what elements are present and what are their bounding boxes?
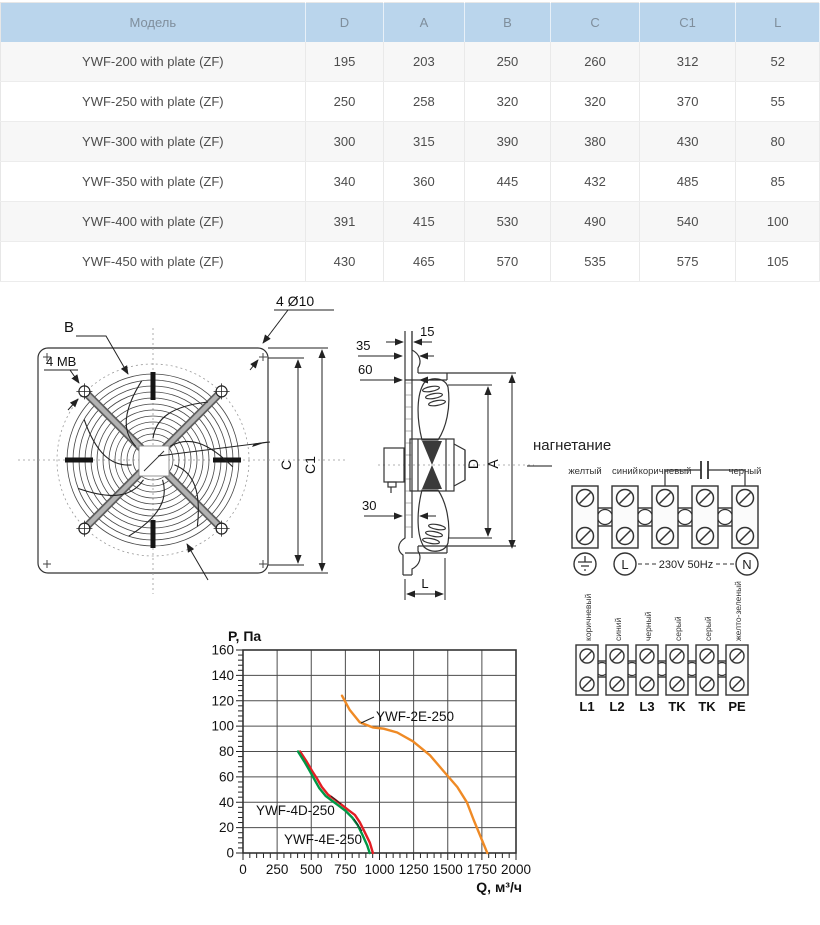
cell-model: YWF-250 with plate (ZF) [1,82,306,122]
table-row [1,122,820,162]
cell-l: 105 [736,242,820,282]
table-row [1,162,820,202]
phase-l-symbol [614,553,636,575]
col-header-c: C [551,3,639,43]
svg-text:1000: 1000 [364,862,395,877]
svg-text:C: C [278,459,294,471]
cell-d: 195 [305,42,384,82]
svg-text:L: L [421,576,429,591]
svg-text:100: 100 [211,718,234,734]
curve-label-ywf-4e-250: YWF-4E-250 [284,832,363,847]
wire-label-yellow: желтый [568,466,602,477]
cell-model: YWF-350 with plate (ZF) [1,162,306,202]
svg-text:A: A [485,459,501,469]
cell-c: 260 [551,42,639,82]
svg-text:80: 80 [218,744,234,759]
wire-label-gray-2: серый [703,616,713,641]
terminal-tk1: TK [668,699,686,714]
wire-label-gray-1: серый [673,616,683,641]
wire-label-black: черный [643,611,653,641]
svg-text:L: L [621,557,629,572]
svg-text:0: 0 [239,862,247,877]
svg-text:N: N [742,557,752,572]
dim-15: 15 [420,324,435,339]
col-header-model: Модель [1,3,306,43]
col-header-d: D [305,3,384,43]
cell-b: 250 [464,42,551,82]
cell-c1: 575 [639,242,736,282]
terminal-pe: PE [728,699,746,714]
dim-35: 35 [356,338,371,353]
motor [410,439,465,491]
curve-label-ywf-2e-250: YWF-2E-250 [376,709,455,724]
wire-label-brown: коричневый [638,466,692,477]
label-4mb: 4 MB [46,354,77,369]
label-4-holes: 4 Ø10 [276,293,315,309]
cell-b: 530 [464,202,551,242]
ground-icon [574,553,596,575]
cell-d: 250 [305,82,384,122]
wiring-title: нагнетание [533,437,612,454]
wire-label-blue: синий [612,466,638,477]
cell-a: 258 [384,82,464,122]
cell-c: 535 [551,242,639,282]
wire-label-brown: коричневый [583,593,593,641]
table-header-row [1,3,820,43]
cell-d: 300 [305,122,384,162]
svg-text:D: D [465,458,481,470]
cell-c: 380 [551,122,639,162]
wire-label-yellow-green: желто-зеленый [733,581,743,641]
dimension-a [485,375,512,548]
curve-label-ywf-4d-250: YWF-4D-250 [256,803,335,818]
svg-text:140: 140 [211,667,234,683]
dim-60: 60 [358,362,373,377]
svg-text:40: 40 [218,794,234,810]
table-row [1,82,820,122]
junction-box [384,448,404,493]
wire-label-blue: синий [613,617,623,641]
cell-model: YWF-400 with plate (ZF) [1,202,306,242]
terminal-tk2: TK [698,699,716,714]
cell-b: 320 [464,82,551,122]
wiring-diagram-single-phase [525,428,820,588]
terminal-l3: L3 [639,699,655,714]
cell-a: 360 [384,162,464,202]
svg-text:C1: C1 [302,456,318,474]
cell-d: 340 [305,162,384,202]
performance-chart [190,618,550,918]
svg-text:500: 500 [299,862,323,877]
svg-text:1500: 1500 [432,862,463,877]
cell-b: 390 [464,122,551,162]
svg-text:20: 20 [218,820,234,836]
cell-b: 570 [464,242,551,282]
cell-c1: 540 [639,202,736,242]
cell-a: 465 [384,242,464,282]
wire-label-black: черный [728,466,762,477]
neutral-n-symbol [736,553,758,575]
x-axis-title: Q, м³/ч [476,879,522,895]
y-axis-title: P, Па [228,628,262,644]
cell-l: 100 [736,202,820,242]
cell-c1: 485 [639,162,736,202]
cell-l: 85 [736,162,820,202]
front-view-drawing [12,288,352,608]
cell-model: YWF-450 with plate (ZF) [1,242,306,282]
cell-c1: 430 [639,122,736,162]
cell-a: 415 [384,202,464,242]
svg-text:160: 160 [211,642,234,658]
svg-text:2000: 2000 [500,862,532,877]
cell-l: 80 [736,122,820,162]
svg-text:1750: 1750 [466,862,497,877]
cell-l: 55 [736,82,820,122]
table-row [1,202,820,242]
dimension-l [405,558,445,600]
svg-text:120: 120 [211,693,234,709]
cell-d: 391 [305,202,384,242]
label-b: B [64,319,75,336]
table-row [1,242,820,282]
terminal-l2: L2 [609,699,625,714]
svg-text:750: 750 [334,862,357,877]
col-header-a: A [384,3,464,43]
voltage-label: 230V 50Hz [658,559,714,571]
dimension-c [268,358,304,565]
col-header-l: L [736,3,820,43]
cell-model: YWF-200 with plate (ZF) [1,42,306,82]
svg-text:60: 60 [218,769,234,785]
cell-a: 315 [384,122,464,162]
dimension-table [0,2,820,282]
cell-c1: 312 [639,42,736,82]
chart-ticks [236,650,516,860]
cell-c: 490 [551,202,639,242]
table-row [1,42,820,82]
cell-c: 432 [551,162,639,202]
cell-l: 52 [736,42,820,82]
plate-section [399,331,420,575]
terminal-l1: L1 [579,699,595,714]
side-view-drawing [348,288,553,608]
svg-text:1250: 1250 [398,862,429,877]
col-header-c1: C1 [639,3,736,43]
cell-c1: 370 [639,82,736,122]
cell-b: 445 [464,162,551,202]
cell-model: YWF-300 with plate (ZF) [1,122,306,162]
cell-c: 320 [551,82,639,122]
wiring-diagram-three-phase [558,581,820,725]
cell-a: 203 [384,42,464,82]
svg-text:0: 0 [226,845,234,861]
cell-d: 430 [305,242,384,282]
col-header-b: B [464,3,551,43]
svg-text:250: 250 [265,862,289,877]
dim-30: 30 [362,498,377,513]
